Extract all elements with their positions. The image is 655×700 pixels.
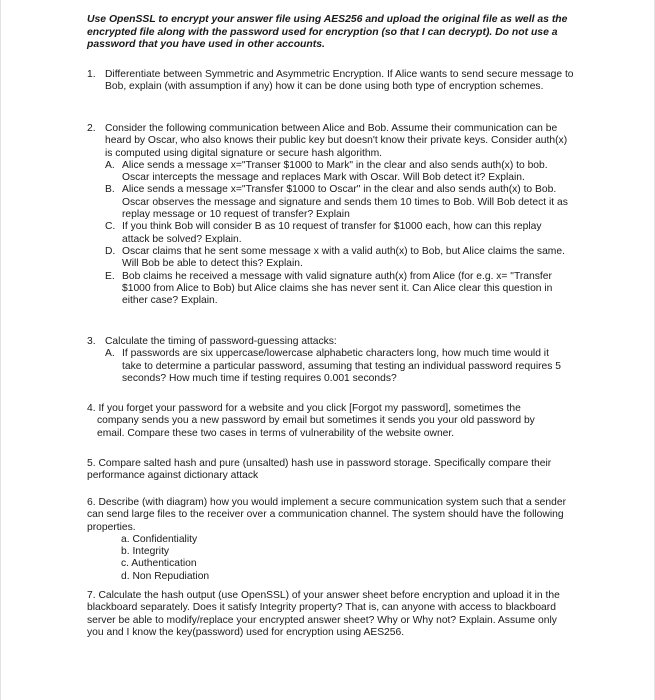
question-4 <box>87 403 563 440</box>
sub-question-a <box>105 348 577 385</box>
question-text: Consider the following communication between Alice and Bob. Assume their communication can be heard by Oscar, who also knows their public key but doesn't know their private keys. Consider auth(x) is computed using digital signature or secure hash algorithm. <box>105 123 568 159</box>
sub-question-letter: A. <box>105 159 115 171</box>
question-number: 1. <box>87 69 96 80</box>
question-text: 5. Compare salted hash and pure (unsalted) hash use in password storage. Specifically compare their performance against dictionary attack <box>87 458 552 482</box>
sub-question-b <box>105 184 577 221</box>
question-number: 2. <box>87 123 96 134</box>
question-3 <box>87 336 577 385</box>
sub-question-text: If you think Bob will consider B as 10 request of transfer for $1000 each, how can this replay attack be solved? Explain. <box>122 221 542 245</box>
sub-question-text: Alice sends a message x="Transer $1000 to Mark" in the clear and also sends auth(x) to bob. Oscar intercepts the message and replaces Mark with Oscar. Will Bob detect it? Explain. <box>122 159 548 184</box>
question-2 <box>87 123 577 307</box>
property-item: c. Authentication <box>121 558 197 570</box>
question-text: 4. If you forget your password for a website and you click [Forgot my password], sometimes the company sends you a new password by email but sometimes it sends you your old password by email. Compare these two cases in terms of vulnerability of the website owner. <box>87 403 535 439</box>
sub-question-text: Alice sends a message x="Transfer $1000 to Oscar" in the clear and also sends auth(x) to Bob. Oscar observes the message and signature and sends them 10 times to Bob. Will Bob detect it as replay message or 10 request of transfer? Explain <box>122 184 568 221</box>
sub-question-text: Bob claims he received a message with valid signature auth(x) from Alice (for e.g. x= "Transfer $1000 from Alice to Bob) but Alice claims she has never sent it. Can Alice clear this question in either case? Explain. <box>122 270 553 307</box>
sub-question-letter: C. <box>105 221 116 233</box>
question-text: Calculate the timing of password-guessing attacks: <box>105 336 337 347</box>
property-item: b. Integrity <box>121 546 170 558</box>
sub-question-e <box>105 271 577 308</box>
sub-question-c <box>105 221 577 246</box>
question-text: 7. Calculate the hash output (use OpenSSL) of your answer sheet before encryption and upload it in the blackboard separately. Does it satisfy Integrity property? That is, can anyone with access to blackboard server be able to modify/replace your encrypted answer sheet? Why or Why not? Explain. Assume only you and I know the key(password) used for encryption using AES256. <box>87 590 560 638</box>
sub-question-letter: D. <box>105 245 116 257</box>
sub-question-d <box>105 246 577 271</box>
question-number: 3. <box>87 336 96 347</box>
property-item: a. Confidentiality <box>121 533 198 545</box>
sub-question-letter: B. <box>105 184 115 196</box>
question-1 <box>87 69 577 94</box>
sub-question-letter: E. <box>105 270 115 282</box>
question-7 <box>87 590 573 639</box>
sub-question-text: If passwords are six uppercase/lowercase alphabetic characters long, how much time would it take to determine a particular password, assuming that testing an individual password requires 5 seconds? How much time if testing requires 0.001 seconds? <box>122 348 561 384</box>
property-item: d. Non Repudiation <box>121 570 210 582</box>
question-text: Differentiate between Symmetric and Asymmetric Encryption. If Alice wants to send secure message to Bob, explain (with assumption if any) how it can be done using both type of encryption schemes. <box>105 69 574 93</box>
question-6 <box>87 497 577 583</box>
sub-question-letter: A. <box>105 348 115 360</box>
assignment-instructions: Use OpenSSL to encrypt your answer file using AES256 and upload the original file as well as the encrypted file along with the password used for encryption (so that I can decrypt). Do not use a password that you have used in other accounts. <box>87 14 568 51</box>
question-5 <box>87 458 555 483</box>
property-list <box>87 534 577 583</box>
question-text: 6. Describe (with diagram) how you would implement a secure communication system such that a sender can send large files to the receiver over a communication channel. The system should have the following properties. <box>87 497 567 533</box>
sub-question-text: Oscar claims that he sent some message x with a valid auth(x) to Bob, but Alice claims the same. Will Bob be able to detect this? Explain. <box>122 245 565 270</box>
sub-question-a <box>105 160 577 185</box>
